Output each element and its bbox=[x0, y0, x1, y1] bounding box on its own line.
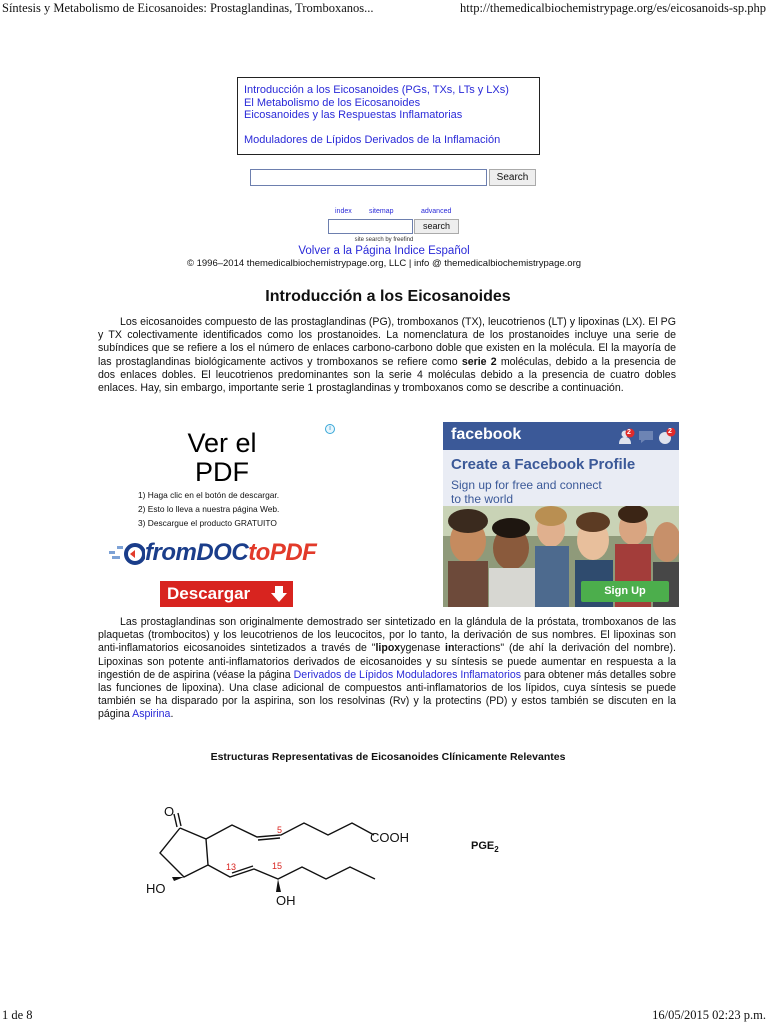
freefind-credit: site search by freefind bbox=[354, 237, 414, 243]
logo-from: from bbox=[145, 539, 197, 566]
back-to-index-link[interactable]: Volver a la Página Indice Español bbox=[298, 245, 470, 257]
nav-link-lipid-modulators[interactable]: Moduladores de Lípidos Derivados de la Inflamación bbox=[244, 133, 501, 146]
print-header bbox=[0, 0, 768, 18]
atom-o-label: O bbox=[164, 804, 175, 819]
carbon-number-15: 15 bbox=[272, 861, 283, 871]
facebook-logo: facebook bbox=[451, 426, 522, 443]
ad-headline-line1: Ver el bbox=[187, 428, 257, 458]
atom-cooh-label: COOH bbox=[370, 830, 409, 845]
ho-wedge-bond bbox=[172, 877, 184, 881]
ad-info-icon[interactable]: i bbox=[325, 424, 335, 434]
logo-swoosh-icon bbox=[109, 541, 145, 569]
nav-link-intro[interactable]: Introducción a los Eicosanoides (PGs, TXs, LTs y LXs) bbox=[244, 84, 509, 96]
facebook-ad[interactable] bbox=[443, 422, 679, 607]
ad-headline-line2: PDF bbox=[195, 457, 249, 487]
p2-text: para obtener más detalles sobre las funciones de lipoxina). Una clase adicional de compuestos anti-inflamatorios de los lípidos, cuya síntesis se puede también se ha disparado por la aspirina, son los resolvinas (Rv) y la protectins (PD) y estos también se discuten en la página bbox=[98, 668, 676, 721]
pge2-name: PGE bbox=[471, 840, 495, 852]
carbon-number-5: 5 bbox=[277, 825, 283, 835]
pge2-label bbox=[471, 840, 499, 854]
lipoxin-paragraph bbox=[98, 616, 676, 722]
carbon-number-13: 13 bbox=[226, 862, 237, 872]
search-input[interactable] bbox=[250, 169, 487, 186]
fb-ad-subtext-line: to the world bbox=[451, 492, 514, 506]
print-footer bbox=[0, 1008, 768, 1024]
page-title: Introducción a los Eicosanoides bbox=[265, 288, 511, 305]
p2-text: teractions" (de ahí la derivación del nombre). Lipoxinas son potente anti-inflamatorios derivados de eicosanoides y su síntesis se puede aumentar en respuesta a la ingestión de de aspirina (véase la página bbox=[98, 642, 676, 681]
download-button-label: Descargar bbox=[167, 584, 251, 603]
fb-badge-count: 2 bbox=[668, 428, 672, 435]
logo-wordmark bbox=[145, 539, 316, 567]
p2-bold-lipox: lipox bbox=[375, 642, 401, 655]
copyright-line: © 1996–2014 themedicalbiochemistrypage.org, LLC | info @ themedicalbiochemistrypage.org bbox=[186, 258, 582, 269]
intro-text-1: Los eicosanoides compuesto de las prostaglandinas (PG), tromboxanos (TX), leucotrienos (LT) y lipoxinas (LX). El PG y TX colectivamente identificados como los prostanoides. La nomenclatura de los prostanoides incluye una serie de subíndices que se refiere a los el número de enlaces carbono-carbono doble que existen en la molécula. El la mayoría de las prostaglandinas biológicamente activos y tromboxanos se refiere como bbox=[98, 316, 676, 368]
nav-link-inflammatory[interactable]: Eicosanoides y las Respuestas Inflamatorias bbox=[244, 109, 463, 121]
intro-text-2: moléculas, debido a la presencia de dos enlaces dobles. El leucotrienos predominantes son la serie 4 moléculas debido a la presencia de cuatro dobles enlaces. Hay, sin embargo, importante serie 1 prostaglandinas y tromboxanos como se describe a continuación. bbox=[98, 355, 677, 395]
freefind-sitemap-link[interactable]: sitemap bbox=[369, 208, 394, 215]
pdf-converter-ad[interactable] bbox=[104, 422, 340, 607]
topic-nav-box bbox=[237, 77, 540, 155]
print-page-title: Síntesis y Metabolismo de Eicosanoides: Prostaglandinas, Tromboxanos... bbox=[2, 1, 374, 15]
freefind-search-button[interactable]: search bbox=[414, 219, 459, 234]
nav-link-metabolism[interactable]: El Metabolismo de los Eicosanoides bbox=[244, 96, 421, 109]
download-button[interactable] bbox=[160, 581, 293, 607]
logo-to: to bbox=[248, 539, 270, 566]
freefind-advanced-link[interactable]: advanced bbox=[421, 208, 452, 215]
atom-oh-label: OH bbox=[276, 893, 296, 908]
logo-doc: DOC bbox=[196, 539, 249, 566]
p2-bold-in: in bbox=[445, 642, 455, 655]
ad-step: 2) Esto lo lleva a nuestra página Web. bbox=[138, 504, 280, 514]
freefind-index-link[interactable]: index bbox=[335, 208, 352, 215]
aspirin-link[interactable]: Aspirina bbox=[132, 708, 171, 721]
freefind-search-input[interactable] bbox=[328, 219, 413, 234]
fb-ad-subtext-line: Sign up for free and connect bbox=[451, 478, 602, 492]
ad-steps-list bbox=[138, 488, 279, 530]
p2-text: ygenase bbox=[400, 642, 446, 655]
fb-ad-subtext bbox=[451, 478, 602, 506]
print-datetime: 16/05/2015 02:23 p.m. bbox=[652, 1008, 766, 1022]
structures-heading: Estructuras Representativas de Eicosanoides Clínicamente Relevantes bbox=[210, 751, 566, 763]
logo-pdf: PDF bbox=[269, 539, 317, 566]
intro-bold-series: serie 2 bbox=[461, 355, 497, 368]
ad-step: 3) Descargue el producto GRATUITO bbox=[138, 518, 277, 528]
download-arrow-icon bbox=[269, 584, 289, 604]
fb-ad-headline: Create a Facebook Profile bbox=[451, 456, 636, 473]
atom-ho-label: HO bbox=[146, 881, 166, 896]
pge2-subscript: 2 bbox=[494, 845, 499, 855]
molecule-bonds bbox=[160, 813, 375, 879]
ad-step: 1) Haga clic en el botón de descargar. bbox=[138, 490, 280, 500]
print-page-number: 1 de 8 bbox=[2, 1008, 33, 1022]
fromdoctopdf-logo bbox=[109, 539, 340, 569]
p2-text: Las prostaglandinas son originalmente demostrado ser sintetizado en la glándula de la próstata, tromboxanos de las plaquetas (trombocitos) y los leucotrienos de los leucocitos, por lo tanto, la derivación de sus nombres. El lipoxinas son anti-inflamatorios eicosanoides sintetizados a través de " bbox=[98, 616, 676, 655]
fb-badge-count: 2 bbox=[627, 429, 631, 436]
oh-wedge-bond bbox=[276, 879, 281, 892]
p2-text: . bbox=[170, 708, 174, 721]
print-page-url: http://themedicalbiochemistrypage.org/es/eicosanoids-sp.php bbox=[460, 1, 766, 15]
nav-spacer bbox=[244, 122, 533, 134]
intro-paragraph bbox=[98, 316, 676, 395]
lipid-modulators-link[interactable]: Derivados de Lípidos Moduladores Inflamatorios bbox=[293, 668, 522, 681]
pge2-structure-diagram bbox=[130, 795, 430, 910]
fb-sign-up-button[interactable]: Sign Up bbox=[581, 581, 669, 602]
search-button[interactable]: Search bbox=[489, 169, 536, 186]
